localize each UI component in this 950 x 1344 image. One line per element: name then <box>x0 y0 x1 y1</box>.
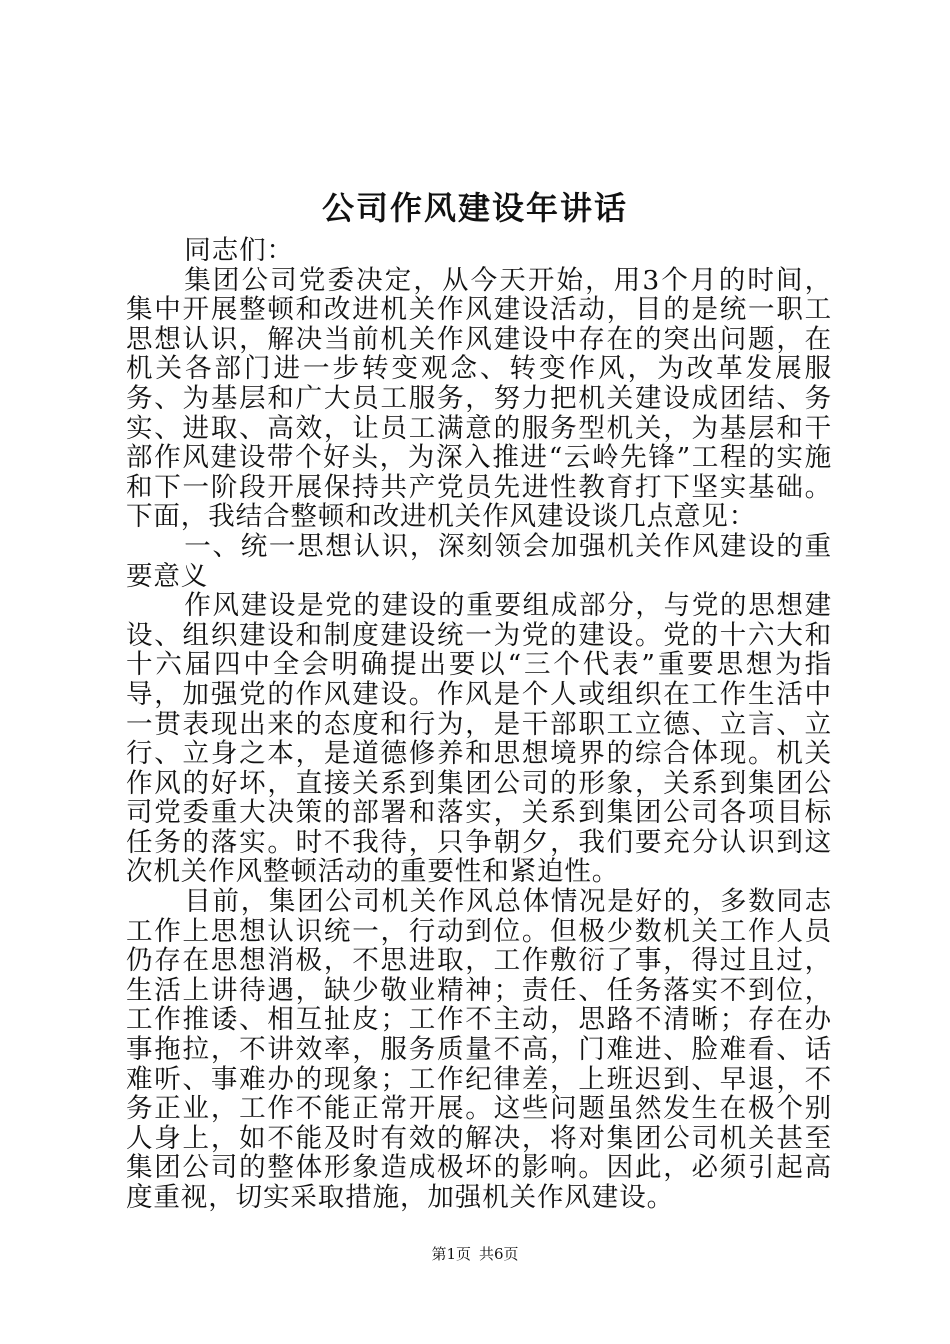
document-body <box>126 236 832 1213</box>
page-number: 第1页 <box>431 1245 471 1263</box>
body-paragraph: 作风建设是党的建设的重要组成部分，与党的思想建设、组织建设和制度建设统一为党的建设。党的十六大和十六届四中全会明确提出要以“三个代表”重要思想为指导，加强党的作风建设。作风是个人或组织在工作生活中一贯表现出来的态度和行为，是干部职工立德、立言、立行、立身之本，是道德修养和思想境界的综合体现。机关作风的好坏，直接关系到集团公司的形象，关系到集团公司党委重大决策的部署和落实，关系到集团公司各项目标任务的落实。时不我待，只争朝夕，我们要充分认识到这次机关作风整顿活动的重要性和紧迫性。 <box>126 590 832 888</box>
document-title: 公司作风建设年讲话 <box>321 189 628 227</box>
intro-paragraph: 集团公司党委决定，从今天开始，用3个月的时间，集中开展整顿和改进机关作风建设活动，目的是统一职工思想认识，解决当前机关作风建设中存在的突出问题，在机关各部门进一步转变观念、转变作风，为改革发展服务、为基层和广大员工服务，努力把机关建设成团结、务实、进取、高效，让员工满意的服务型机关，为基层和干部作风建设带个好头，为深入推进“云岭先锋”工程的实施和下一阶段开展保持共产党员先进性教育打下坚实基础。下面，我结合整顿和改进机关作风建设谈几点意见： <box>126 264 832 533</box>
body-paragraph: 目前，集团公司机关作风总体情况是好的，多数同志工作上思想认识统一，行动到位。但极少数机关工作人员仍存在思想消极，不思进取，工作敷衍了事，得过且过，生活上讲待遇，缺少敬业精神；责任、任务落实不到位，工作推诿、相互扯皮；工作不主动，思路不清晰；存在办事拖拉，不讲效率，服务质量不高，门难进、脸难看、话难听、事难办的现象；工作纪律差，上班迟到、早退，不务正业，工作不能正常开展。这些问题虽然发生在极个别人身上，如不能及时有效的解决，将对集团公司机关甚至集团公司的整体形象造成极坏的影响。因此，必须引起高度重视，切实采取措施，加强机关作风建设。 <box>126 886 832 1213</box>
salutation-paragraph: 同志们： <box>184 235 294 266</box>
page-count: 共6页 <box>479 1245 519 1263</box>
page-footer <box>0 1243 950 1265</box>
section-heading-1: 一、统一思想认识，深刻领会加强机关作风建设的重要意义 <box>126 530 832 592</box>
